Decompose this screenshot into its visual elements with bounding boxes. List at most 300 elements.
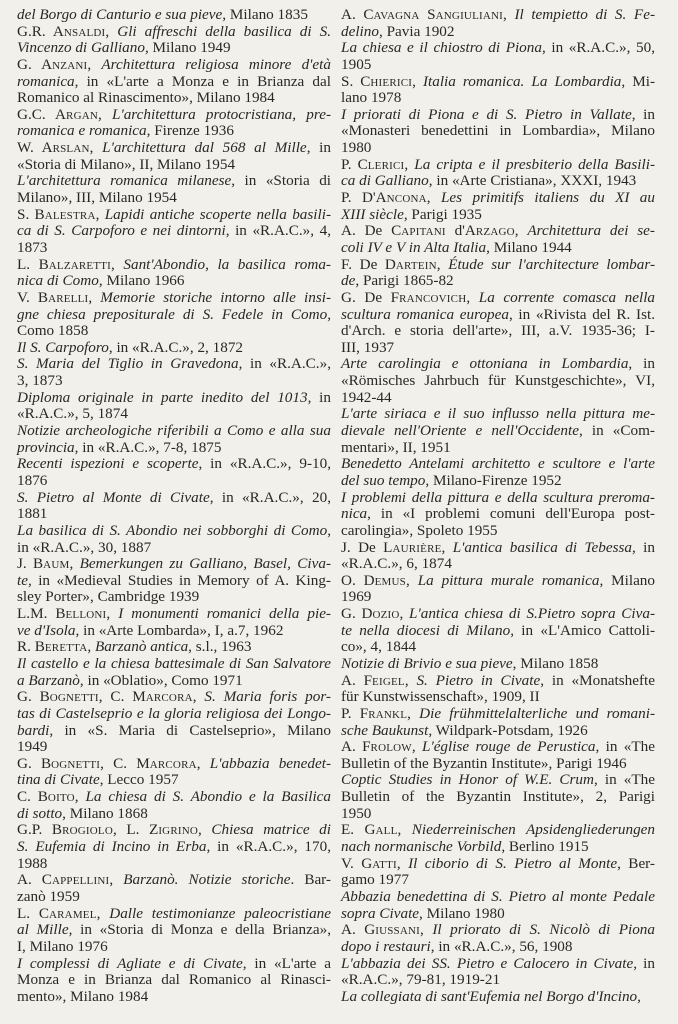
citation-text: , in «R.A.C.», 2, 1872 — [108, 338, 244, 356]
citation-text: , — [105, 22, 118, 40]
title-text: L'antica basilica di Tebessa — [452, 538, 632, 556]
bibliography-line — [17, 556, 331, 573]
bibliography-line — [17, 473, 331, 490]
citation-text: , — [198, 821, 212, 839]
bibliography-line — [341, 523, 655, 540]
citation-text: , — [514, 222, 528, 240]
author-name: alestra — [44, 205, 96, 223]
bibliography-line — [17, 706, 331, 723]
citation-text: , — [426, 189, 441, 207]
bibliography-line — [17, 989, 331, 1006]
bibliography-line — [17, 606, 331, 623]
bibliography-line — [341, 956, 655, 973]
citation-text: G. B — [17, 754, 52, 772]
citation-text: , — [397, 821, 412, 839]
citation-text: , in «Oblatio», Como 1971 — [79, 671, 243, 689]
citation-text: lano 1978 — [341, 89, 402, 107]
title-text: L'architettura romanica milanese — [17, 172, 232, 190]
citation-text: , Wildpark-Potsdam, 1926 — [428, 721, 588, 739]
citation-text: G. De F — [341, 288, 400, 306]
title-text: La chiesa di S. Abondio e la Basilica — [85, 788, 331, 806]
bibliography-line — [341, 922, 655, 939]
title-text: a Barzanò — [17, 671, 80, 689]
bibliography-line — [341, 456, 655, 473]
citation-text: S. C — [341, 72, 371, 90]
citation-text: für Kunstwissenschaft», 1909, II — [341, 688, 540, 706]
bibliography-line — [341, 889, 655, 906]
author-name: rogiolo — [62, 821, 113, 839]
citation-text: Bulletin of the Byzantin Institute», Parigi 1946 — [341, 754, 627, 772]
title-text: Coptic Studies in Honor of W.E. Crum — [341, 771, 594, 789]
author-name: aurière — [392, 538, 442, 556]
title-text: nica di Como — [17, 272, 99, 290]
bibliography-line — [17, 423, 331, 440]
bibliography-line — [341, 556, 655, 573]
citation-text: , Milano 1858 — [512, 654, 599, 672]
citation-text: , in «L'arte a — [242, 954, 331, 972]
citation-text: , — [436, 255, 449, 273]
citation-text: J. De L — [341, 538, 393, 556]
title-text: S. Eufemia di Incino in Erba — [17, 838, 207, 856]
author-name: nzani — [52, 55, 88, 73]
citation-text: , Milano 1835 — [222, 6, 308, 23]
title-text: L'église rouge de Perustica — [422, 738, 596, 756]
title-text: coli IV e V in Alta Italia — [341, 238, 487, 256]
citation-text: , in «The — [593, 771, 655, 789]
bibliography-line — [17, 57, 331, 74]
citation-text: , in «R.A.C.», 20, — [209, 488, 332, 506]
bibliography-line — [341, 723, 655, 740]
bibliography-line — [341, 323, 655, 340]
citation-text: , — [109, 871, 124, 889]
title-text: sopra Civate — [341, 904, 420, 922]
citation-text: , — [87, 638, 95, 656]
bibliography-line — [17, 506, 331, 523]
citation-text: «R.A.C.», 79-81, 1919-21 — [341, 971, 501, 989]
bibliography-line — [341, 173, 655, 190]
title-text: Recenti ispezioni e scoperte — [17, 455, 199, 473]
citation-text: V. B — [17, 288, 49, 306]
title-text: provincia — [17, 438, 75, 456]
citation-text: G. D — [341, 605, 373, 623]
citation-text: 1988 — [17, 854, 48, 872]
bibliography-line — [17, 939, 331, 956]
title-text: Notizie di Brivio e sua pieve — [341, 654, 513, 672]
author-name: angiuliani — [435, 6, 504, 23]
citation-text: , in «S. Maria di Castelseprio», Milano — [49, 721, 331, 739]
author-name: rolow — [370, 738, 412, 756]
citation-text: A. G — [341, 921, 376, 939]
bibliography-line — [341, 789, 655, 806]
title-text: Gli affreschi della basilica di S. — [117, 22, 332, 40]
bibliography-line — [17, 340, 331, 357]
title-text: ca di S. Carpoforo e nei dintorni — [17, 222, 226, 240]
author-name: oito — [47, 788, 75, 806]
title-text: La collegiata di sant'Eufemia nel Borgo d'Incino, — [341, 987, 641, 1005]
title-text: ve d'Isola — [17, 621, 76, 639]
bibliography-line — [17, 90, 331, 107]
citation-text: A. De C — [341, 222, 402, 240]
bibliography-line — [17, 806, 331, 823]
bibliography-line — [17, 140, 331, 157]
citation-text: 1980 — [341, 139, 372, 157]
citation-text: , — [95, 205, 105, 223]
bibliography-line — [341, 689, 655, 706]
title-text: S. Maria foris por- — [204, 688, 331, 706]
title-text: Architettura religiosa minore d'età — [101, 55, 331, 73]
bibliography-line — [341, 822, 655, 839]
bibliography-line — [341, 606, 655, 623]
author-name: elloni — [65, 605, 107, 623]
author-name: arelli — [48, 288, 89, 306]
citation-text: co», 4, 1844 — [341, 638, 417, 656]
title-text: tas di Castelseprio e la gloria religiosa dei Longo- — [17, 704, 331, 722]
citation-text: P. F — [341, 704, 369, 722]
citation-text: 1969 — [341, 588, 372, 606]
bibliography-line — [341, 207, 655, 224]
citation-text: zanò 1959 — [17, 887, 80, 905]
citation-text: , Milano 1944 — [486, 238, 572, 256]
citation-text: , in «The — [595, 738, 655, 756]
citation-text: , in — [628, 355, 655, 373]
bibliography-line — [341, 257, 655, 274]
author-name: ognetti — [51, 754, 101, 772]
citation-text: , Lecco 1957 — [99, 771, 179, 789]
bibliography-line — [17, 74, 331, 91]
citation-text: d'A — [445, 222, 476, 240]
bibliography-line — [17, 373, 331, 390]
citation-text: , in «Storia di Monza e della Brianza», — [68, 921, 331, 939]
citation-text: 1905 — [341, 55, 372, 73]
citation-text: , — [69, 555, 80, 573]
citation-text: , — [327, 521, 331, 539]
bibliography-line — [17, 872, 331, 889]
citation-text: S — [419, 6, 436, 23]
citation-text: , — [404, 155, 415, 173]
title-text: Italia romanica. La Lombardia — [422, 72, 622, 90]
title-text: La corrente comasca nella — [478, 288, 656, 306]
citation-text: , in «R.A.C.», 9-10, — [198, 455, 331, 473]
citation-text: J. B — [17, 555, 44, 573]
title-text: romanica e romanica — [17, 122, 147, 140]
bibliography-line — [341, 806, 655, 823]
title-text: Sant'Abondio, la basilica roma- — [123, 255, 331, 273]
bibliography-line — [17, 190, 331, 207]
title-text: L'architettura protocristiana, pre- — [112, 105, 332, 123]
bibliography-line — [341, 839, 655, 856]
bibliography-right-column — [341, 7, 655, 1005]
bibliography-line — [341, 356, 655, 373]
author-name: eigel — [372, 671, 405, 689]
citation-text: , — [89, 139, 103, 157]
title-text: ca di Galliano — [341, 172, 429, 190]
bibliography-line — [17, 257, 331, 274]
citation-text: carolingia», Spoleto 1955 — [341, 521, 498, 539]
bibliography-line — [341, 123, 655, 140]
title-text: Barzanò antica — [94, 638, 189, 656]
bibliography-line — [341, 772, 655, 789]
title-text: I complessi di Agliate e di Civate — [17, 954, 243, 972]
title-text: Il tempietto di S. Fe- — [514, 6, 656, 23]
citation-text: , C. M — [100, 754, 150, 772]
citation-text: , — [420, 921, 433, 939]
citation-text: A. F — [341, 738, 371, 756]
citation-text: , — [404, 671, 417, 689]
bibliography-line — [341, 739, 655, 756]
citation-text: , Milano 1966 — [98, 272, 185, 290]
title-text: Il priorato di S. Nicolò di Piona — [432, 921, 655, 939]
citation-text: , Firenze 1936 — [146, 122, 234, 140]
title-text: dopo i restauri — [341, 937, 431, 955]
citation-text: , in «Storia di — [231, 172, 332, 190]
citation-text: Milano», III, Milano 1954 — [17, 189, 177, 207]
author-name: artein — [395, 255, 437, 273]
title-text: Abbazia benedettina di S. Pietro al monte Pedale — [341, 887, 655, 905]
author-name: rzago — [475, 222, 515, 240]
citation-text: , in «R.A.C.», 50, — [541, 39, 655, 57]
bibliography-line — [341, 939, 655, 956]
citation-text: O. D — [341, 571, 375, 589]
citation-text: I, Milano 1976 — [17, 937, 108, 955]
citation-text: mentari», II, 1951 — [341, 438, 451, 456]
citation-text: 1873 — [17, 238, 48, 256]
citation-text: «R.A.C.», 5, 1874 — [17, 405, 128, 423]
citation-text: , Parigi 1935 — [403, 205, 482, 223]
title-text: La basilica di S. Abondio nei sobborghi di Como — [17, 521, 328, 539]
bibliography-line — [17, 523, 331, 540]
bibliography-line — [341, 856, 655, 873]
citation-text: , in — [632, 538, 655, 556]
citation-text: , — [98, 105, 113, 123]
bibliography-line — [341, 972, 655, 989]
bibliography-line — [17, 589, 331, 606]
author-name: lerici — [367, 155, 405, 173]
citation-text: L.M. B — [17, 605, 66, 623]
citation-text: 1942-44 — [341, 388, 392, 406]
bibliography-line — [341, 440, 655, 457]
citation-text: mento», Milano 1984 — [17, 987, 149, 1005]
title-text: gne chiesa prepositurale di S. Fedele in Como — [17, 305, 328, 323]
bibliography-line — [341, 656, 655, 673]
bibliography-line — [17, 456, 331, 473]
citation-text: , Milano 1980 — [419, 904, 505, 922]
citation-text: 1876 — [17, 471, 48, 489]
title-text: scultura romanica europea — [341, 305, 509, 323]
author-name: nsaldi — [63, 22, 106, 40]
citation-text: Romanico al Rinascimento», Milano 1984 — [17, 89, 275, 107]
bibliography-line — [17, 406, 331, 423]
citation-text: «Monasteri benedettini in Lombardia», Milano — [341, 122, 655, 140]
title-text: I monumenti romanici della pie- — [118, 605, 331, 623]
title-text: te nella diocesi di Milano — [341, 621, 511, 639]
title-text: I priorati di Piona e di S. Pietro in Vallate — [341, 105, 632, 123]
bibliography-line — [17, 972, 331, 989]
citation-text: «Storia di Milano», II, Milano 1954 — [17, 155, 236, 173]
author-name: apitani — [401, 222, 446, 240]
citation-text: , — [503, 6, 515, 23]
author-name: all — [375, 821, 398, 839]
bibliography-line — [17, 922, 331, 939]
citation-text: , in — [307, 388, 331, 406]
author-name: aum — [43, 555, 70, 573]
citation-text: , — [196, 754, 210, 772]
title-text: di sotto — [17, 804, 63, 822]
title-text: La chiesa e il chiostro di Piona — [341, 39, 542, 57]
citation-text: G. B — [17, 688, 50, 706]
citation-text: , — [74, 788, 86, 806]
citation-text: , in «R.A.C.», — [238, 355, 331, 373]
title-text: Il castello e la chiesa battesimale di San Salvatore — [17, 654, 331, 672]
title-text: romanica — [17, 72, 75, 90]
bibliography-line — [17, 623, 331, 640]
bibliography-line — [17, 839, 331, 856]
bibliography-line — [17, 107, 331, 124]
author-name: arcora — [149, 754, 197, 772]
bibliography-line — [17, 307, 331, 324]
citation-text: L. B — [17, 255, 49, 273]
title-text: nica — [341, 505, 368, 523]
author-name: rancovich — [399, 288, 467, 306]
title-text: te — [17, 571, 28, 589]
citation-text: , in «R.A.C.», 56, 1908 — [430, 937, 573, 955]
author-name: aramel — [49, 904, 97, 922]
citation-text: G.R. A — [17, 22, 64, 40]
citation-text: , — [192, 688, 205, 706]
bibliography-line — [17, 207, 331, 224]
citation-text: , — [399, 605, 410, 623]
bibliography-line — [17, 540, 331, 557]
title-text: Les primitifs italiens du XI au — [440, 189, 655, 207]
citation-text: 1949 — [17, 738, 48, 756]
citation-text: 1881 — [17, 505, 48, 523]
bibliography-line — [17, 24, 331, 41]
bibliography-line — [17, 906, 331, 923]
bibliography-line — [341, 589, 655, 606]
bibliography-left-column — [17, 7, 331, 1005]
bibliography-line — [341, 273, 655, 290]
citation-text: , — [106, 605, 119, 623]
bibliography-line — [17, 157, 331, 174]
title-text: I problemi della pittura e della scultura preroma- — [341, 488, 655, 506]
citation-text: , — [407, 704, 420, 722]
bibliography-line — [17, 290, 331, 307]
title-text: Barzanò. Notizie storiche — [123, 871, 291, 889]
citation-text: , — [88, 288, 101, 306]
bibliography-line — [341, 74, 655, 91]
citation-text: in «R.A.C.», 30, 1887 — [17, 538, 152, 556]
citation-text: , in «Com- — [578, 422, 655, 440]
citation-text: , in «Arte Lombarda», I, a.7, 1962 — [75, 621, 284, 639]
citation-text: G.P. B — [17, 821, 63, 839]
author-name: arcora — [145, 688, 193, 706]
bibliography-line — [341, 24, 655, 41]
bibliography-line — [17, 856, 331, 873]
author-name: ozio — [372, 605, 400, 623]
citation-text: G. A — [17, 55, 53, 73]
bibliography-line — [341, 639, 655, 656]
citation-text: , in — [631, 105, 655, 123]
title-text: Niederreinischen Apsidengliederungen — [411, 821, 656, 839]
bibliography-line — [17, 822, 331, 839]
bibliography-line — [341, 340, 655, 357]
citation-text: V. G — [341, 854, 373, 872]
citation-text: A. C — [341, 6, 374, 23]
title-text: L'antica chiesa di S.Pietro sopra Civa- — [409, 605, 656, 623]
author-name: rankl — [368, 704, 408, 722]
bibliography-line — [17, 7, 331, 24]
author-name: rslan — [52, 139, 90, 157]
citation-text: , L. Z — [112, 821, 159, 839]
title-text: del suo tempo — [341, 471, 426, 489]
bibliography-line — [17, 123, 331, 140]
bibliography-line — [341, 756, 655, 773]
bibliography-line — [17, 490, 331, 507]
citation-text: , Milano 1949 — [144, 39, 231, 57]
bibliography-line — [17, 356, 331, 373]
citation-text: , s.l., 1963 — [188, 638, 252, 656]
title-text: L'abbazia benedet- — [209, 754, 331, 772]
citation-text: L. C — [17, 904, 49, 922]
citation-text: 1950 — [341, 804, 372, 822]
bibliography-line — [341, 473, 655, 490]
citation-text: , in — [306, 139, 331, 157]
citation-text: Monza e in Brianza dal Romanico al Rinasci- — [17, 971, 331, 989]
title-text: Benedetto Antelami architetto e scultore e l'arte — [341, 455, 655, 473]
citation-text: F. De D — [341, 255, 396, 273]
citation-text: 3, 1873 — [17, 372, 63, 390]
bibliography-line — [341, 623, 655, 640]
citation-text: , Milano-Firenze 1952 — [425, 471, 562, 489]
citation-text: gamo 1977 — [341, 871, 409, 889]
bibliography-line — [341, 140, 655, 157]
citation-text: , — [406, 571, 418, 589]
author-name: alzaretti — [48, 255, 112, 273]
title-text: Il ciborio di S. Pietro al Monte — [408, 854, 618, 872]
bibliography-line — [341, 223, 655, 240]
title-text: Étude sur l'architecture lombar- — [448, 255, 656, 273]
title-text: de — [341, 272, 356, 290]
title-text: sche Baukunst — [341, 721, 429, 739]
title-text: tina di Civate — [17, 771, 100, 789]
bibliography-line — [341, 706, 655, 723]
bibliography-line — [341, 989, 655, 1006]
bibliography-line — [341, 190, 655, 207]
bibliography-line — [341, 906, 655, 923]
citation-text: A. C — [17, 871, 52, 889]
citation-text: sley Porter», Cambridge 1939 — [17, 588, 200, 606]
citation-text: Bulletin of the Byzantin Institute», 2, Parigi — [341, 788, 655, 806]
bibliography-line — [341, 573, 655, 590]
citation-text: , in «L'arte a Monza e in Brianza dal — [74, 72, 331, 90]
citation-text: «R.A.C.», 6, 1874 — [341, 555, 452, 573]
title-text: al Mille — [17, 921, 69, 939]
bibliography-line — [341, 40, 655, 57]
bibliography-line — [341, 673, 655, 690]
bibliography-line — [341, 307, 655, 324]
citation-text: G.C. A — [17, 105, 67, 123]
title-text: Memorie storiche intorno alle insi- — [100, 288, 332, 306]
title-text: Dalle testimonianze paleocristiane — [109, 904, 331, 922]
citation-text: , in «Arte Cristiana», XXXI, 1943 — [428, 172, 637, 190]
citation-text: , in «Monatshefte — [540, 671, 656, 689]
title-text: nach normanische Vorbild — [341, 838, 502, 856]
bibliography-line — [17, 390, 331, 407]
citation-text: P. C — [341, 155, 368, 173]
bibliography-line — [17, 772, 331, 789]
bibliography-line — [341, 423, 655, 440]
bibliography-line — [341, 57, 655, 74]
bibliography-line — [17, 889, 331, 906]
